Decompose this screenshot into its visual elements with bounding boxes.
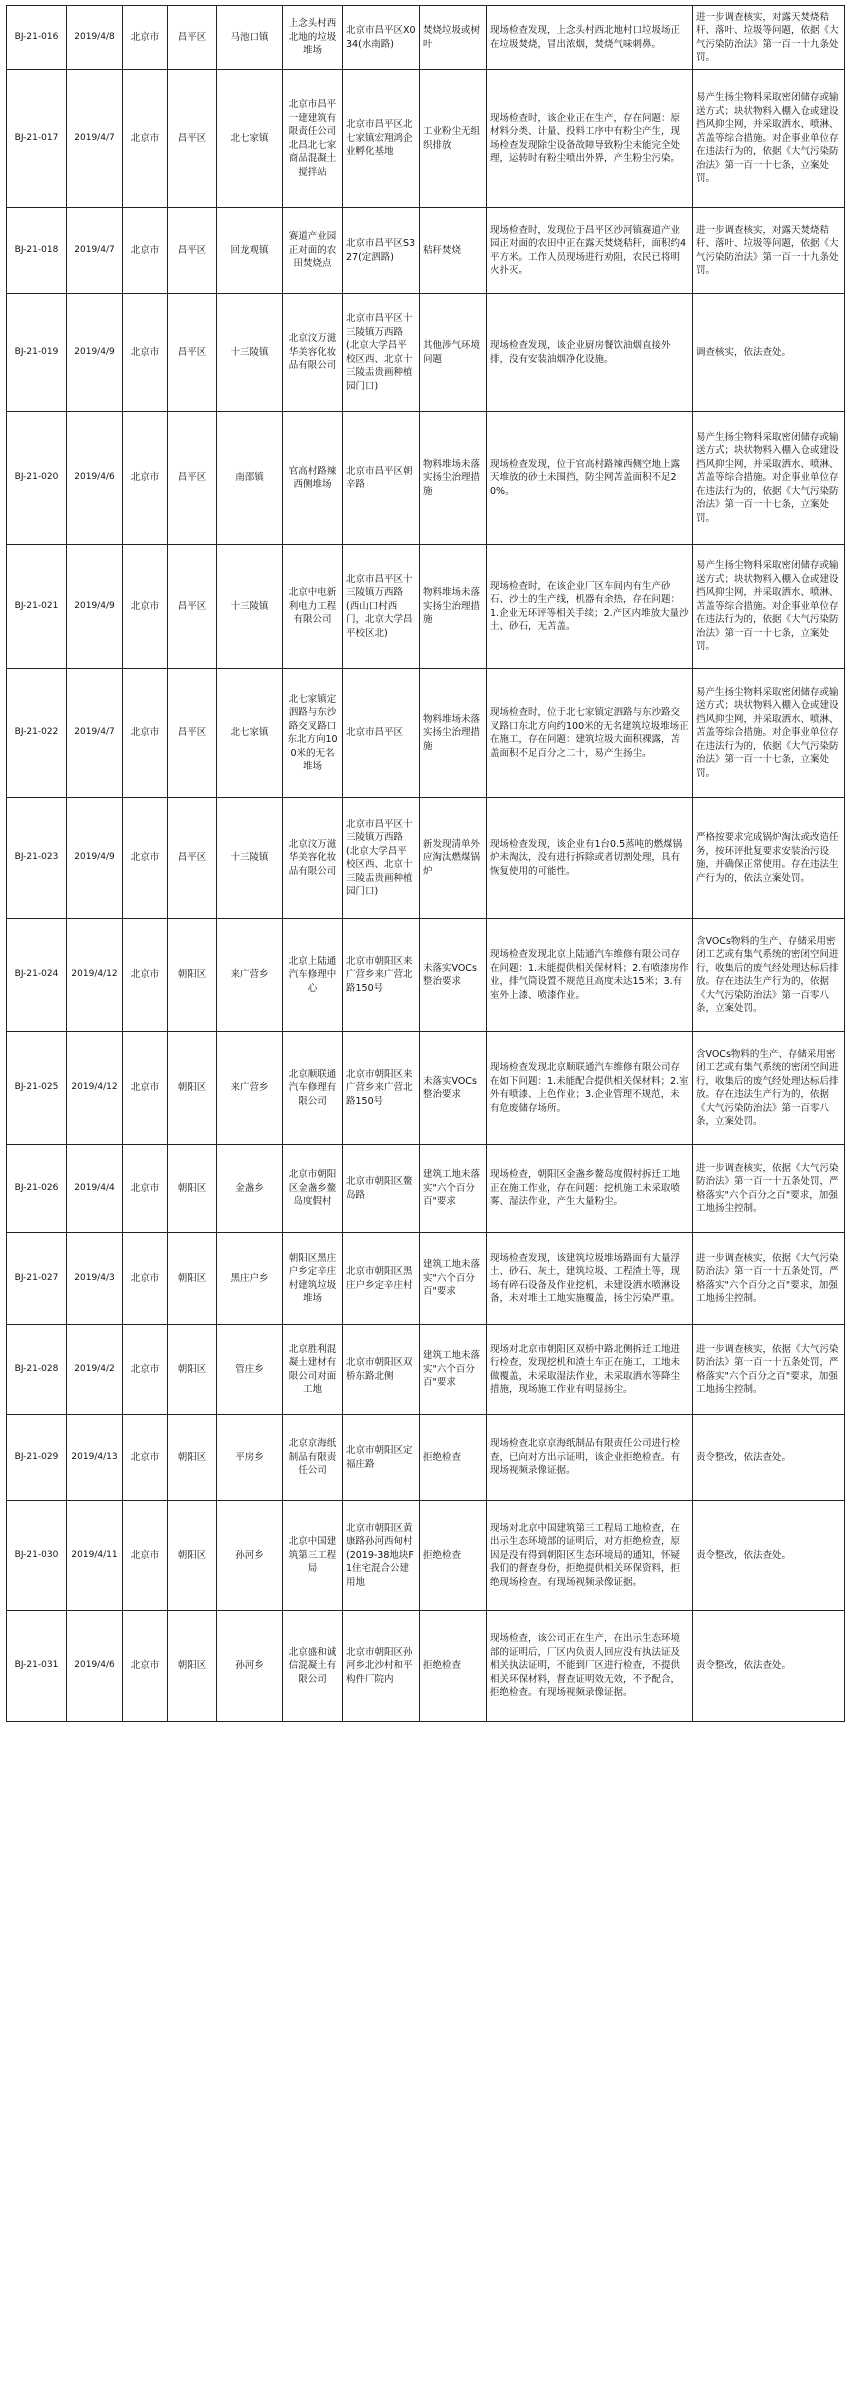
case-id-cell: BJ-21-018: [7, 208, 67, 294]
table-row: [7, 70, 845, 208]
case-id-cell: BJ-21-031: [7, 1611, 67, 1722]
action-cell: 易产生扬尘物料采取密闭储存或输送方式；块状物料入棚入仓或建设挡风抑尘网，并采取洒水、喷淋、苫盖等综合措施。对企事业单位存在违法行为的，依据《大气污染防治法》第一百一十七条，立案处罚。: [693, 545, 845, 669]
address-cell: 北京市昌平区十三陵镇万西路(西山口村西门，北京大学昌平校区北): [343, 545, 420, 669]
action-cell: 易产生扬尘物料采取密闭储存或输送方式；块状物料入棚入仓或建设挡风抑尘网，并采取洒水、喷淋、苫盖等综合措施。对企事业单位存在违法行为的，依据《大气污染防治法》第一百一十七条，立案处罚。: [693, 70, 845, 208]
city-cell: 北京市: [123, 1325, 168, 1415]
town-cell: 回龙观镇: [217, 208, 283, 294]
issue-cell: 拒绝检查: [420, 1611, 487, 1722]
town-cell: 来广营乡: [217, 919, 283, 1032]
entity-cell: 北京上陆通汽车修理中心: [283, 919, 343, 1032]
address-cell: 北京市昌平区X034(水南路): [343, 6, 420, 70]
address-cell: 北京市昌平区: [343, 669, 420, 798]
city-cell: 北京市: [123, 545, 168, 669]
finding-cell: 现场检查发现北京上陆通汽车维修有限公司存在问题：1.未能提供相关保材料；2.有喷漆房作业，排气筒设置不规范且高度未达15米；3.有室外上漆、喷漆作业。: [487, 919, 693, 1032]
table-row: [7, 798, 845, 919]
issue-cell: 焚烧垃圾或树叶: [420, 6, 487, 70]
district-cell: 朝阳区: [168, 1611, 217, 1722]
date-cell: 2019/4/13: [67, 1415, 123, 1501]
action-cell: 易产生扬尘物料采取密闭储存或输送方式；块状物料入棚入仓或建设挡风抑尘网，并采取洒水、喷淋、苫盖等综合措施。对企事业单位存在违法行为的，依据《大气污染防治法》第一百一十七条，立案处罚。: [693, 412, 845, 545]
supervision-report-table: [6, 5, 845, 1722]
entity-cell: 北京顺联通汽车修理有限公司: [283, 1032, 343, 1145]
finding-cell: 现场检查发现，上念头村西北地村口垃圾场正在垃圾焚烧，冒出浓烟，焚烧气味刺鼻。: [487, 6, 693, 70]
issue-cell: 拒绝检查: [420, 1501, 487, 1611]
table-row: [7, 669, 845, 798]
table-row: [7, 1415, 845, 1501]
district-cell: 朝阳区: [168, 1325, 217, 1415]
case-id-cell: BJ-21-023: [7, 798, 67, 919]
table-row: [7, 208, 845, 294]
district-cell: 昌平区: [168, 6, 217, 70]
issue-cell: 未落实VOCs整治要求: [420, 1032, 487, 1145]
case-id-cell: BJ-21-020: [7, 412, 67, 545]
district-cell: 朝阳区: [168, 1032, 217, 1145]
date-cell: 2019/4/9: [67, 798, 123, 919]
date-cell: 2019/4/12: [67, 1032, 123, 1145]
action-cell: 进一步调查核实，依据《大气污染防治法》第一百一十五条处罚，严格落实"六个百分之百"要求，加强工地扬尘控制。: [693, 1325, 845, 1415]
town-cell: 孙河乡: [217, 1611, 283, 1722]
case-id-cell: BJ-21-029: [7, 1415, 67, 1501]
date-cell: 2019/4/4: [67, 1145, 123, 1233]
town-cell: 孙河乡: [217, 1501, 283, 1611]
action-cell: 严格按要求完成锅炉淘汰或改造任务，按环评批复要求安装治污设施，并确保正常使用。存在违法生产行为的，依法立案处罚。: [693, 798, 845, 919]
city-cell: 北京市: [123, 294, 168, 412]
district-cell: 朝阳区: [168, 1501, 217, 1611]
city-cell: 北京市: [123, 1415, 168, 1501]
town-cell: 金盏乡: [217, 1145, 283, 1233]
entity-cell: 上念头村西北地的垃圾堆场: [283, 6, 343, 70]
finding-cell: 现场检查时，该企业正在生产，存在问题：原材料分类、计量、投料工序中有粉尘产生，现场检查发现除尘设备故障导致粉尘未能完全处理，运转时有粉尘喷出外界，产生粉尘污染。: [487, 70, 693, 208]
city-cell: 北京市: [123, 1611, 168, 1722]
date-cell: 2019/4/7: [67, 669, 123, 798]
date-cell: 2019/4/12: [67, 919, 123, 1032]
city-cell: 北京市: [123, 412, 168, 545]
address-cell: 北京市朝阳区鳌岛路: [343, 1145, 420, 1233]
action-cell: 责令整改，依法查处。: [693, 1415, 845, 1501]
case-id-cell: BJ-21-024: [7, 919, 67, 1032]
entity-cell: 朝阳区黑庄户乡定辛庄村建筑垃圾堆场: [283, 1233, 343, 1325]
town-cell: 北七家镇: [217, 70, 283, 208]
finding-cell: 现场检查北京京海纸制品有限责任公司进行检查，已向对方出示证明，该企业拒绝检查。有现场视频录像证据。: [487, 1415, 693, 1501]
entity-cell: 北七家镇定泗路与东沙路交叉路口东北方向100米的无名堆场: [283, 669, 343, 798]
district-cell: 朝阳区: [168, 919, 217, 1032]
table-body: [7, 6, 845, 1722]
issue-cell: 建筑工地未落实"六个百分百"要求: [420, 1145, 487, 1233]
action-cell: 调查核实，依法查处。: [693, 294, 845, 412]
issue-cell: 秸秆焚烧: [420, 208, 487, 294]
action-cell: 责令整改，依法查处。: [693, 1611, 845, 1722]
finding-cell: 现场检查发现，该企业厨房餐饮油烟直接外排，没有安装油烟净化设施。: [487, 294, 693, 412]
table-row: [7, 919, 845, 1032]
case-id-cell: BJ-21-025: [7, 1032, 67, 1145]
case-id-cell: BJ-21-026: [7, 1145, 67, 1233]
city-cell: 北京市: [123, 1145, 168, 1233]
case-id-cell: BJ-21-027: [7, 1233, 67, 1325]
date-cell: 2019/4/9: [67, 294, 123, 412]
town-cell: 马池口镇: [217, 6, 283, 70]
city-cell: 北京市: [123, 1233, 168, 1325]
entity-cell: 北京京海纸制品有限责任公司: [283, 1415, 343, 1501]
entity-cell: 北京中国建筑第三工程局: [283, 1501, 343, 1611]
table-row: [7, 1501, 845, 1611]
table-row: [7, 1325, 845, 1415]
case-id-cell: BJ-21-016: [7, 6, 67, 70]
action-cell: 进一步调查核实，对露天焚烧秸秆、落叶、垃圾等问题，依据《大气污染防治法》第一百一十九条处罚。: [693, 208, 845, 294]
table-row: [7, 294, 845, 412]
town-cell: 十三陵镇: [217, 294, 283, 412]
table-row: [7, 545, 845, 669]
date-cell: 2019/4/6: [67, 412, 123, 545]
district-cell: 昌平区: [168, 545, 217, 669]
finding-cell: 现场检查发现，该企业有1台0.5蒸吨的燃煤锅炉未淘汰，没有进行拆除或者切割处理，具有恢复使用的可能性。: [487, 798, 693, 919]
case-id-cell: BJ-21-019: [7, 294, 67, 412]
city-cell: 北京市: [123, 70, 168, 208]
city-cell: 北京市: [123, 669, 168, 798]
entity-cell: 北京市朝阳区金盏乡鳌岛度假村: [283, 1145, 343, 1233]
entity-cell: 北京汶万滋华美容化妆品有限公司: [283, 294, 343, 412]
entity-cell: 北京盛和诚信混凝土有限公司: [283, 1611, 343, 1722]
district-cell: 昌平区: [168, 208, 217, 294]
action-cell: 进一步调查核实，依据《大气污染防治法》第一百一十五条处罚，严格落实"六个百分之百"要求，加强工地扬尘控制。: [693, 1233, 845, 1325]
action-cell: 进一步调查核实，对露天焚烧秸秆、落叶、垃圾等问题，依据《大气污染防治法》第一百一十九条处罚。: [693, 6, 845, 70]
finding-cell: 现场检查发现北京顺联通汽车维修有限公司存在如下问题：1.未能配合提供相关保材料；2.室外有喷漆、上色作业；3.企业管理不规范，未有危废储存场所。: [487, 1032, 693, 1145]
date-cell: 2019/4/7: [67, 208, 123, 294]
entity-cell: 北京中电新利电力工程有限公司: [283, 545, 343, 669]
table-row: [7, 1233, 845, 1325]
city-cell: 北京市: [123, 1032, 168, 1145]
date-cell: 2019/4/6: [67, 1611, 123, 1722]
finding-cell: 现场检查发现，位于官高村路辣西侧空地上露天堆放的砂土未围挡，防尘网苫盖面积不足20%。: [487, 412, 693, 545]
table-row: [7, 1611, 845, 1722]
case-id-cell: BJ-21-022: [7, 669, 67, 798]
town-cell: 来广营乡: [217, 1032, 283, 1145]
finding-cell: 现场检查时，位于北七家镇定泗路与东沙路交叉路口东北方向约100米的无名建筑垃圾堆场正在施工，存在问题：建筑垃圾大面积裸露，苫盖面积不足百分之二十，易产生扬尘。: [487, 669, 693, 798]
town-cell: 管庄乡: [217, 1325, 283, 1415]
address-cell: 北京市昌平区北七家镇宏翔鸿企业孵化基地: [343, 70, 420, 208]
issue-cell: 工业粉尘无组织排放: [420, 70, 487, 208]
city-cell: 北京市: [123, 6, 168, 70]
district-cell: 昌平区: [168, 70, 217, 208]
action-cell: 含VOCs物料的生产、存储采用密闭工艺或有集气系统的密闭空间进行，收集后的废气经处理达标后排放。存在违法生产行为的，依据《大气污染防治法》第一百零八条，立案处罚。: [693, 1032, 845, 1145]
date-cell: 2019/4/2: [67, 1325, 123, 1415]
finding-cell: 现场检查时，在该企业厂区车间内有生产砂石、沙土的生产线，机器有余热，存在问题：1.企业无环评等相关手续；2.产区内堆放大量沙土、砂石，无苫盖。: [487, 545, 693, 669]
address-cell: 北京市昌平区十三陵镇万西路(北京大学昌平校区西、北京十三陵盂贵画种植园门口): [343, 294, 420, 412]
case-id-cell: BJ-21-030: [7, 1501, 67, 1611]
supervision-report-table-container: [6, 5, 845, 1722]
entity-cell: 赛道产业园正对面的农田焚烧点: [283, 208, 343, 294]
table-row: [7, 412, 845, 545]
date-cell: 2019/4/11: [67, 1501, 123, 1611]
finding-cell: 现场检查时，发现位于昌平区沙河镇赛道产业园正对面的农田中正在露天焚烧秸秆，面积约4平方米。工作人员现场进行劝阻，农民已将明火扑灭。: [487, 208, 693, 294]
issue-cell: 其他涉气环境问题: [420, 294, 487, 412]
district-cell: 昌平区: [168, 669, 217, 798]
address-cell: 北京市朝阳区双桥东路北侧: [343, 1325, 420, 1415]
issue-cell: 物料堆场未落实扬尘治理措施: [420, 545, 487, 669]
date-cell: 2019/4/9: [67, 545, 123, 669]
case-id-cell: BJ-21-017: [7, 70, 67, 208]
address-cell: 北京市昌平区朝辛路: [343, 412, 420, 545]
town-cell: 北七家镇: [217, 669, 283, 798]
finding-cell: 现场检查，朝阳区金盏乡鳌岛度假村拆迁工地正在施工作业，存在问题：挖机施工未采取喷雾、湿法作业，产生大量粉尘。: [487, 1145, 693, 1233]
city-cell: 北京市: [123, 798, 168, 919]
action-cell: 易产生扬尘物料采取密闭储存或输送方式；块状物料入棚入仓或建设挡风抑尘网，并采取洒水、喷淋、苫盖等综合措施。对企事业单位存在违法行为的，依据《大气污染防治法》第一百一十七条，立案处罚。: [693, 669, 845, 798]
district-cell: 朝阳区: [168, 1145, 217, 1233]
issue-cell: 物料堆场未落实扬尘治理措施: [420, 412, 487, 545]
case-id-cell: BJ-21-028: [7, 1325, 67, 1415]
date-cell: 2019/4/3: [67, 1233, 123, 1325]
district-cell: 昌平区: [168, 412, 217, 545]
town-cell: 南邵镇: [217, 412, 283, 545]
entity-cell: 北京汶万滋华美容化妆品有限公司: [283, 798, 343, 919]
entity-cell: 官高村路辣西侧堆场: [283, 412, 343, 545]
table-row: [7, 1145, 845, 1233]
district-cell: 朝阳区: [168, 1233, 217, 1325]
issue-cell: 物料堆场未落实扬尘治理措施: [420, 669, 487, 798]
action-cell: 含VOCs物料的生产、存储采用密闭工艺或有集气系统的密闭空间进行，收集后的废气经处理达标后排放。存在违法生产行为的，依据《大气污染防治法》第一百零八条，立案处罚。: [693, 919, 845, 1032]
address-cell: 北京市朝阳区黄康路孙河西甸村(2019-38地块F1住宅混合公建用地: [343, 1501, 420, 1611]
finding-cell: 现场检查，该公司正在生产，在出示生态环境部的证明后，厂区内负责人回应没有执法证及相关执法证明，不能到厂区进行检查，不提供相关环保材料，督查证明效无效，不予配合，拒绝检查。有现场视频录像证据。: [487, 1611, 693, 1722]
finding-cell: 现场检查发现，该建筑垃圾堆场路面有大量浮土、砂石、灰土，建筑垃圾、工程渣土等，现场有碎石设备及作业挖机，未建设洒水喷淋设备，未对堆土工地实施覆盖，扬尘污染严重。: [487, 1233, 693, 1325]
table-row: [7, 1032, 845, 1145]
issue-cell: 建筑工地未落实"六个百分百"要求: [420, 1233, 487, 1325]
district-cell: 昌平区: [168, 798, 217, 919]
town-cell: 十三陵镇: [217, 545, 283, 669]
finding-cell: 现场对北京市朝阳区双桥中路北侧拆迁工地进行检查，发现挖机和渣土车正在施工，工地未做覆盖，未采取湿法作业，未采取洒水等降尘措施，现场施工作业有明显扬尘。: [487, 1325, 693, 1415]
city-cell: 北京市: [123, 1501, 168, 1611]
address-cell: 北京市朝阳区定福庄路: [343, 1415, 420, 1501]
address-cell: 北京市朝阳区孙河乡北沙村和平构件厂院内: [343, 1611, 420, 1722]
town-cell: 十三陵镇: [217, 798, 283, 919]
finding-cell: 现场对北京中国建筑第三工程局工地检查，在出示生态环境部的证明后，对方拒绝检查，原因是没有得到朝阳区生态环境局的通知，怀疑我们的督查身份，拒绝提供相关环保资料，拒绝现场检查。有现场视频录像证据。: [487, 1501, 693, 1611]
address-cell: 北京市朝阳区来广营乡来广营北路150号: [343, 919, 420, 1032]
case-id-cell: BJ-21-021: [7, 545, 67, 669]
address-cell: 北京市朝阳区黑庄户乡定辛庄村: [343, 1233, 420, 1325]
table-row: [7, 6, 845, 70]
entity-cell: 北京市昌平一建建筑有限责任公司北昌北七家商品混凝土搅拌站: [283, 70, 343, 208]
issue-cell: 未落实VOCs整治要求: [420, 919, 487, 1032]
issue-cell: 拒绝检查: [420, 1415, 487, 1501]
address-cell: 北京市朝阳区来广营乡来广营北路150号: [343, 1032, 420, 1145]
town-cell: 黑庄户乡: [217, 1233, 283, 1325]
date-cell: 2019/4/8: [67, 6, 123, 70]
date-cell: 2019/4/7: [67, 70, 123, 208]
issue-cell: 建筑工地未落实"六个百分百"要求: [420, 1325, 487, 1415]
district-cell: 朝阳区: [168, 1415, 217, 1501]
address-cell: 北京市昌平区S327(定泗路): [343, 208, 420, 294]
town-cell: 平房乡: [217, 1415, 283, 1501]
city-cell: 北京市: [123, 208, 168, 294]
entity-cell: 北京胜利混凝土建材有限公司对面工地: [283, 1325, 343, 1415]
action-cell: 责令整改，依法查处。: [693, 1501, 845, 1611]
city-cell: 北京市: [123, 919, 168, 1032]
action-cell: 进一步调查核实，依据《大气污染防治法》第一百一十五条处罚，严格落实"六个百分之百"要求，加强工地扬尘控制。: [693, 1145, 845, 1233]
district-cell: 昌平区: [168, 294, 217, 412]
address-cell: 北京市昌平区十三陵镇万西路(北京大学昌平校区西、北京十三陵盂贵画种植园门口): [343, 798, 420, 919]
issue-cell: 新发现清单外应淘汰燃煤锅炉: [420, 798, 487, 919]
